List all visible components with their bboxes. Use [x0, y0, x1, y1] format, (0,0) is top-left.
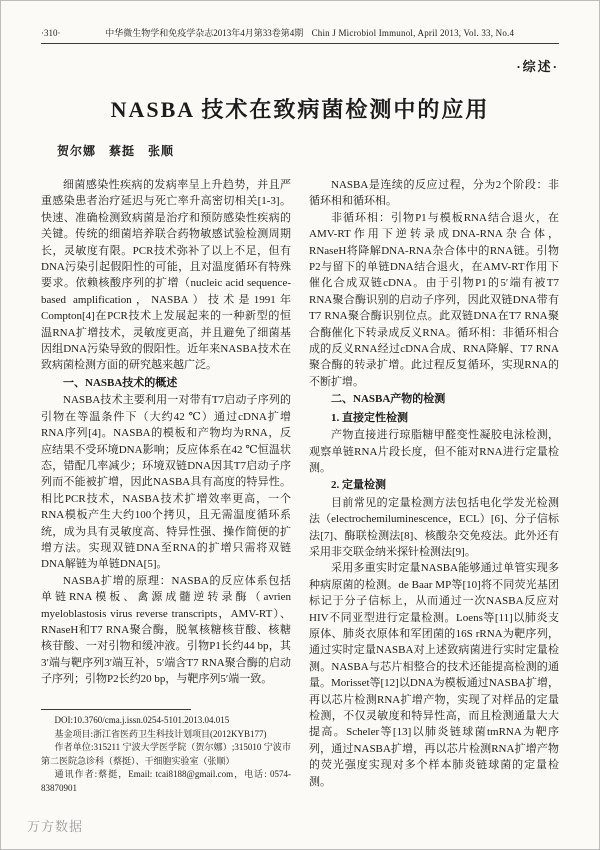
subheading-quantitative: 2. 定量检测 — [331, 479, 386, 492]
right-column — [309, 177, 559, 805]
paragraph-principle-1: NASBA技术主要利用一对带有T7启动子序列的引物在等温条件下（大约42 ℃）通过cDNA扩增RNA序列[4]。NASBA的模板和产物均为RNA，反应结果不受环境DNA影响；反应体系在42 ℃恒温状态，错配几率减少；环境双链DNA因其T7启动子序列而不能被扩增，因此NASBA具有高度的特异性。相比PCR技术，NASBA技术扩增效率更高，一个RNA模板产生大约100个拷贝，且无需温度循环系统，成为具有灵敏度高、特异性强、操作简便的扩增方法。实现双链DNA至RNA的扩增只需将双链DNA解链为单链DNA[5]。 — [41, 394, 291, 571]
footnotes — [41, 703, 291, 805]
fund-line: 基金项目:浙江省医药卫生科技计划项目(2012KYB177) — [54, 728, 267, 739]
left-column — [41, 177, 291, 805]
paragraph-phases: NASBA是连续的反应过程，分为2个阶段：非循环相和循环相。 — [309, 179, 559, 208]
article-title: NASBA 技术在致病菌检测中的应用 — [110, 97, 490, 122]
header-rule — [41, 43, 559, 44]
page-header — [41, 27, 559, 40]
paragraph-noncyclic: 非循环相：引物P1与模板RNA结合退火，在AMV-RT作用下逆转录成DNA-RNA杂合体，RNaseH将降解DNA-RNA杂合体中的RNA链。引物P2与留下的单链DNA结合退火，在AMV-RT作用下催化合成双链cDNA。由于引物P1的5′端有被T7 RNA聚合酶识别的启动子序列，因此双链DNA带有T7 RNA聚合酶识别位点。此双链DNA在T7 RNA聚合酶催化下转录成反义RNA。循环相：非循环相合成的反义RNA经过cDNA合成、RNA降解、T7 RNA聚合酶的转录扩增。此过程反复循环，实现RNA的不断扩增。 — [309, 211, 559, 388]
journal-line — [61, 27, 560, 40]
footnote-rule — [41, 709, 191, 710]
paragraph-intro: 细菌感染性疾病的发病率呈上升趋势，并且严重感染患者治疗延迟与死亡率升高密切相关[1-3]。快速、准确检测致病菌是治疗和预防感染性疾病的关键。传统的细菌培养联合药物敏感试验检测周期长，灵敏度有限。PCR技术弥补了以上不足，但有DNA污染引起假阳性的可能，且对温度循环有特殊要求。依赖核酸序列的扩增（nucleic acid sequence-based amplification，NASBA）技术是1991年Compton[4]在PCR技术上发展起来的一种新型的恒温RNA扩增技术，灵敏度更高，并且避免了细菌基因组DNA污染导致的假阳性。近年来NASBA技术在致病菌检测方面的研究越来越广泛。 — [41, 179, 291, 372]
page-number: ·310· — [41, 28, 61, 38]
subheading-qualitative: 1. 直接定性检测 — [331, 411, 408, 424]
paragraph-qualitative: 产物直接进行琼脂糖甲醛变性凝胶电泳检测，观察单链RNA片段长度，但不能对RNA进行定量检测。 — [309, 429, 559, 474]
paragraph-multiplex: 采用多重实时定量NASBA能够通过单管实现多种病原菌的检测。de Baar MP等[10]将不同荧光基团标记于分子信标上，从而通过一次NASBA反应对HIV不同亚型进行定量检测。Loens等[11]以肺炎支原体、肺炎衣原体和军团菌的16S rRNA为靶序列，通过实时定量NASBA对上述致病菌进行实时定量检测。NASBA与芯片相整合的技术还能提高检测的通量。Morisset等[12]以DNA为模板通过NASBA扩增，再以芯片检测RNA扩增产物，实现了对样品的定量检测，不仅灵敏度和特异性高，而且检测通量大大提高。Scheler等[13]以肺炎链球菌tmRNA为靶序列，通过NASBA扩增，再以芯片检测RNA扩增产物的荧光强度实现对多个样本肺炎链球菌的定量检测。 — [309, 562, 559, 788]
paragraph-principle-2: NASBA扩增的原理：NASBA的反应体系包括单链RNA模板、禽源成髓逆转录酶（avrien myeloblastosis virus reverse transcripts，AMV-RT）、RNaseH和T7 RNA聚合酶，脱氧核糖核苷酸、核糖核苷酸、一对引物和缓冲液。引物P1长约44 bp，其3′端与靶序列3′端互补，5′端含T7 RNA聚合酶的启动子序列；引物P2长约20 bp，与靶序列5′端一致。 — [41, 574, 291, 686]
journal-title-cn: 中华微生物学和免疫学杂志2013年4月第33卷第4期 — [105, 28, 304, 38]
section-heading-overview: 一、NASBA技术的概述 — [63, 376, 178, 389]
authors-line: 贺尔娜 蔡挺 张顺 — [57, 144, 175, 158]
affiliation-line: 作者单位:315211 宁波大学医学院（贺尔娜）;315010 宁波市第二医院急诊科（蔡挺）、干细胞实验室（张顺） — [41, 742, 291, 766]
journal-title-en: Chin J Microbiol Immunol, April 2013, Vol. 33, No.4 — [311, 28, 515, 38]
article-body — [41, 177, 559, 805]
watermark: 万方数据 — [27, 819, 84, 834]
correspondence-line: 通讯作者:蔡挺，Email: tcai8188@gmail.com，电话: 0574-83870901 — [41, 769, 291, 793]
section-heading-detection: 二、NASBA产物的检测 — [331, 393, 446, 406]
paragraph-quant-methods: 目前常见的定量检测方法包括电化学发光检测法（electrochemiluminescence，ECL）[6]、分子信标法[7]、酶联检测法[8]、核酸杂交免疫法。此外还有采用非交联金纳米探针检测法[9]。 — [309, 496, 559, 558]
doi-line: DOI:10.3760/cma.j.issn.0254-5101.2013.04.015 — [54, 715, 230, 725]
article-type-label: ·综述· — [516, 59, 559, 74]
